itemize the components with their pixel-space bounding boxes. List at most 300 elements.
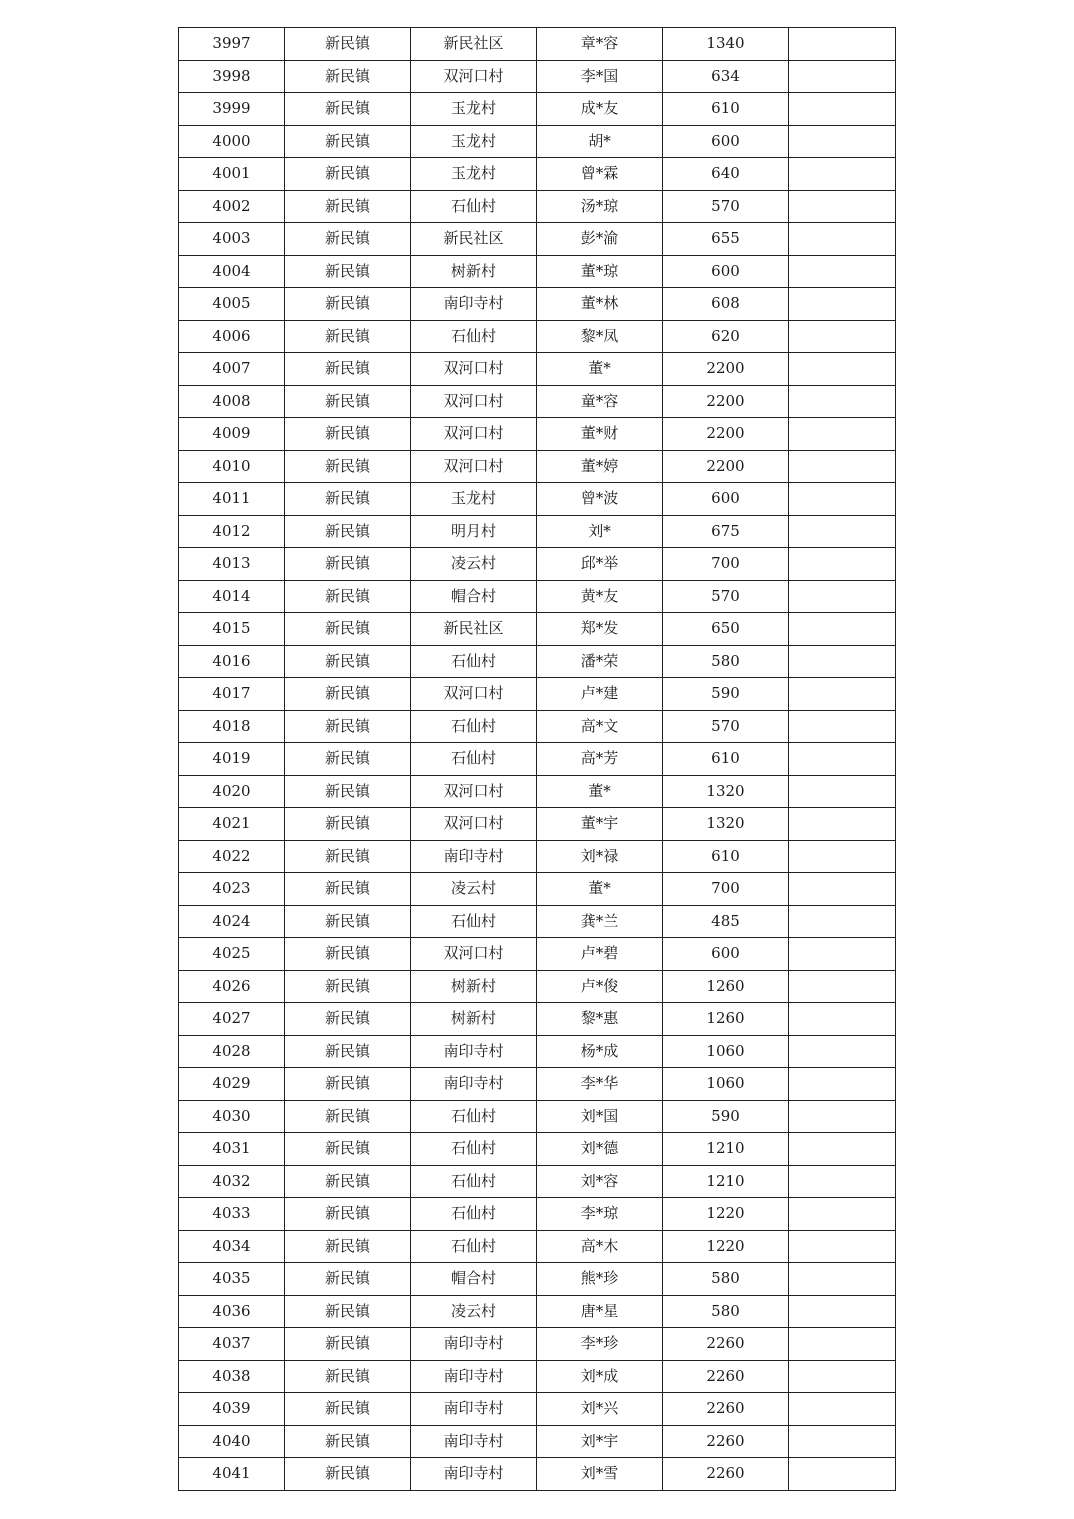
- amount-cell: 570: [663, 580, 789, 613]
- table-row: [179, 1035, 896, 1068]
- serial-number-cell: 4007: [179, 353, 285, 386]
- amount-cell: 580: [663, 1263, 789, 1296]
- serial-number-cell: 3997: [179, 28, 285, 61]
- remark-cell: [789, 1393, 896, 1426]
- table-row: [179, 353, 896, 386]
- table-row: [179, 450, 896, 483]
- village-cell: 双河口村: [411, 808, 537, 841]
- village-cell: 树新村: [411, 1003, 537, 1036]
- amount-cell: 590: [663, 1100, 789, 1133]
- table-body: [179, 28, 896, 1491]
- town-cell: 新民镇: [285, 28, 411, 61]
- name-cell: 唐*星: [537, 1295, 663, 1328]
- remark-cell: [789, 1230, 896, 1263]
- serial-number-cell: 4026: [179, 970, 285, 1003]
- serial-number-cell: 4037: [179, 1328, 285, 1361]
- town-cell: 新民镇: [285, 255, 411, 288]
- town-cell: 新民镇: [285, 775, 411, 808]
- village-cell: 明月村: [411, 515, 537, 548]
- village-cell: 双河口村: [411, 353, 537, 386]
- village-cell: 双河口村: [411, 678, 537, 711]
- amount-cell: 650: [663, 613, 789, 646]
- town-cell: 新民镇: [285, 1425, 411, 1458]
- table-row: [179, 970, 896, 1003]
- remark-cell: [789, 1295, 896, 1328]
- village-cell: 南印寺村: [411, 1393, 537, 1426]
- serial-number-cell: 4032: [179, 1165, 285, 1198]
- amount-cell: 610: [663, 743, 789, 776]
- name-cell: 李*珍: [537, 1328, 663, 1361]
- town-cell: 新民镇: [285, 1295, 411, 1328]
- remark-cell: [789, 418, 896, 451]
- amount-cell: 2260: [663, 1328, 789, 1361]
- town-cell: 新民镇: [285, 1035, 411, 1068]
- amount-cell: 1220: [663, 1198, 789, 1231]
- amount-cell: 1320: [663, 775, 789, 808]
- remark-cell: [789, 93, 896, 126]
- table-row: [179, 645, 896, 678]
- name-cell: 李*国: [537, 60, 663, 93]
- remark-cell: [789, 580, 896, 613]
- amount-cell: 1220: [663, 1230, 789, 1263]
- town-cell: 新民镇: [285, 1068, 411, 1101]
- amount-cell: 700: [663, 873, 789, 906]
- name-cell: 卢*建: [537, 678, 663, 711]
- remark-cell: [789, 938, 896, 971]
- town-cell: 新民镇: [285, 970, 411, 1003]
- table-row: [179, 775, 896, 808]
- village-cell: 双河口村: [411, 450, 537, 483]
- town-cell: 新民镇: [285, 1328, 411, 1361]
- remark-cell: [789, 970, 896, 1003]
- town-cell: 新民镇: [285, 450, 411, 483]
- name-cell: 董*: [537, 775, 663, 808]
- table-row: [179, 1393, 896, 1426]
- serial-number-cell: 4009: [179, 418, 285, 451]
- town-cell: 新民镇: [285, 645, 411, 678]
- amount-cell: 590: [663, 678, 789, 711]
- remark-cell: [789, 28, 896, 61]
- table-row: [179, 938, 896, 971]
- name-cell: 胡*: [537, 125, 663, 158]
- village-cell: 新民社区: [411, 613, 537, 646]
- amount-cell: 2200: [663, 450, 789, 483]
- serial-number-cell: 4010: [179, 450, 285, 483]
- amount-cell: 1320: [663, 808, 789, 841]
- serial-number-cell: 4021: [179, 808, 285, 841]
- amount-cell: 2260: [663, 1458, 789, 1491]
- name-cell: 刘*雪: [537, 1458, 663, 1491]
- amount-cell: 600: [663, 483, 789, 516]
- name-cell: 高*木: [537, 1230, 663, 1263]
- village-cell: 南印寺村: [411, 840, 537, 873]
- name-cell: 郑*发: [537, 613, 663, 646]
- amount-cell: 580: [663, 1295, 789, 1328]
- town-cell: 新民镇: [285, 873, 411, 906]
- amount-cell: 1260: [663, 970, 789, 1003]
- name-cell: 董*琼: [537, 255, 663, 288]
- serial-number-cell: 4023: [179, 873, 285, 906]
- village-cell: 石仙村: [411, 743, 537, 776]
- village-cell: 石仙村: [411, 1198, 537, 1231]
- name-cell: 汤*琼: [537, 190, 663, 223]
- amount-cell: 2200: [663, 418, 789, 451]
- table-row: [179, 483, 896, 516]
- town-cell: 新民镇: [285, 385, 411, 418]
- amount-cell: 580: [663, 645, 789, 678]
- village-cell: 新民社区: [411, 223, 537, 256]
- name-cell: 卢*碧: [537, 938, 663, 971]
- amount-cell: 700: [663, 548, 789, 581]
- village-cell: 凌云村: [411, 1295, 537, 1328]
- town-cell: 新民镇: [285, 223, 411, 256]
- remark-cell: [789, 1003, 896, 1036]
- remark-cell: [789, 450, 896, 483]
- name-cell: 熊*珍: [537, 1263, 663, 1296]
- amount-cell: 570: [663, 710, 789, 743]
- serial-number-cell: 4005: [179, 288, 285, 321]
- remark-cell: [789, 125, 896, 158]
- remark-cell: [789, 840, 896, 873]
- serial-number-cell: 4027: [179, 1003, 285, 1036]
- amount-cell: 600: [663, 125, 789, 158]
- serial-number-cell: 4006: [179, 320, 285, 353]
- remark-cell: [789, 1133, 896, 1166]
- name-cell: 曾*霖: [537, 158, 663, 191]
- town-cell: 新民镇: [285, 1458, 411, 1491]
- serial-number-cell: 4033: [179, 1198, 285, 1231]
- remark-cell: [789, 1263, 896, 1296]
- table-row: [179, 158, 896, 191]
- village-cell: 石仙村: [411, 710, 537, 743]
- amount-cell: 1060: [663, 1035, 789, 1068]
- name-cell: 童*容: [537, 385, 663, 418]
- town-cell: 新民镇: [285, 1100, 411, 1133]
- remark-cell: [789, 1198, 896, 1231]
- name-cell: 董*财: [537, 418, 663, 451]
- village-cell: 双河口村: [411, 775, 537, 808]
- table-row: [179, 1328, 896, 1361]
- name-cell: 董*林: [537, 288, 663, 321]
- remark-cell: [789, 775, 896, 808]
- table-row: [179, 873, 896, 906]
- village-cell: 新民社区: [411, 28, 537, 61]
- remark-cell: [789, 190, 896, 223]
- name-cell: 董*婷: [537, 450, 663, 483]
- amount-cell: 1060: [663, 1068, 789, 1101]
- remark-cell: [789, 483, 896, 516]
- name-cell: 李*华: [537, 1068, 663, 1101]
- remark-cell: [789, 873, 896, 906]
- amount-cell: 1340: [663, 28, 789, 61]
- name-cell: 彭*渝: [537, 223, 663, 256]
- town-cell: 新民镇: [285, 93, 411, 126]
- town-cell: 新民镇: [285, 515, 411, 548]
- serial-number-cell: 4001: [179, 158, 285, 191]
- town-cell: 新民镇: [285, 840, 411, 873]
- serial-number-cell: 4038: [179, 1360, 285, 1393]
- village-cell: 南印寺村: [411, 1425, 537, 1458]
- town-cell: 新民镇: [285, 125, 411, 158]
- serial-number-cell: 4040: [179, 1425, 285, 1458]
- table-row: [179, 1295, 896, 1328]
- serial-number-cell: 4025: [179, 938, 285, 971]
- table-row: [179, 743, 896, 776]
- remark-cell: [789, 743, 896, 776]
- amount-cell: 655: [663, 223, 789, 256]
- serial-number-cell: 4018: [179, 710, 285, 743]
- village-cell: 石仙村: [411, 645, 537, 678]
- name-cell: 李*琼: [537, 1198, 663, 1231]
- village-cell: 双河口村: [411, 938, 537, 971]
- town-cell: 新民镇: [285, 743, 411, 776]
- remark-cell: [789, 710, 896, 743]
- name-cell: 邱*举: [537, 548, 663, 581]
- table-row: [179, 190, 896, 223]
- amount-cell: 2260: [663, 1393, 789, 1426]
- town-cell: 新民镇: [285, 548, 411, 581]
- serial-number-cell: 4002: [179, 190, 285, 223]
- remark-cell: [789, 1458, 896, 1491]
- name-cell: 刘*禄: [537, 840, 663, 873]
- village-cell: 石仙村: [411, 1133, 537, 1166]
- table-row: [179, 808, 896, 841]
- table-row: [179, 1230, 896, 1263]
- remark-cell: [789, 1068, 896, 1101]
- name-cell: 董*宇: [537, 808, 663, 841]
- name-cell: 龚*兰: [537, 905, 663, 938]
- remark-cell: [789, 1035, 896, 1068]
- village-cell: 南印寺村: [411, 288, 537, 321]
- village-cell: 双河口村: [411, 385, 537, 418]
- amount-cell: 640: [663, 158, 789, 191]
- serial-number-cell: 4041: [179, 1458, 285, 1491]
- amount-cell: 634: [663, 60, 789, 93]
- serial-number-cell: 4030: [179, 1100, 285, 1133]
- table-row: [179, 548, 896, 581]
- table-row: [179, 1100, 896, 1133]
- table-row: [179, 678, 896, 711]
- serial-number-cell: 4022: [179, 840, 285, 873]
- serial-number-cell: 4029: [179, 1068, 285, 1101]
- serial-number-cell: 4004: [179, 255, 285, 288]
- remark-cell: [789, 1165, 896, 1198]
- amount-cell: 2260: [663, 1425, 789, 1458]
- table-row: [179, 1198, 896, 1231]
- table-row: [179, 28, 896, 61]
- remark-cell: [789, 385, 896, 418]
- name-cell: 刘*德: [537, 1133, 663, 1166]
- serial-number-cell: 4013: [179, 548, 285, 581]
- serial-number-cell: 4039: [179, 1393, 285, 1426]
- village-cell: 树新村: [411, 255, 537, 288]
- town-cell: 新民镇: [285, 418, 411, 451]
- village-cell: 石仙村: [411, 905, 537, 938]
- name-cell: 刘*容: [537, 1165, 663, 1198]
- name-cell: 董*: [537, 353, 663, 386]
- table-row: [179, 1003, 896, 1036]
- name-cell: 董*: [537, 873, 663, 906]
- amount-cell: 1210: [663, 1133, 789, 1166]
- amount-cell: 2200: [663, 385, 789, 418]
- amount-cell: 620: [663, 320, 789, 353]
- village-cell: 南印寺村: [411, 1035, 537, 1068]
- remark-cell: [789, 255, 896, 288]
- amount-cell: 610: [663, 93, 789, 126]
- table-row: [179, 710, 896, 743]
- name-cell: 成*友: [537, 93, 663, 126]
- serial-number-cell: 4034: [179, 1230, 285, 1263]
- data-table: [178, 27, 896, 1491]
- remark-cell: [789, 1100, 896, 1133]
- table-row: [179, 60, 896, 93]
- town-cell: 新民镇: [285, 678, 411, 711]
- amount-cell: 2260: [663, 1360, 789, 1393]
- village-cell: 南印寺村: [411, 1360, 537, 1393]
- village-cell: 南印寺村: [411, 1458, 537, 1491]
- remark-cell: [789, 613, 896, 646]
- table-row: [179, 1133, 896, 1166]
- table-row: [179, 1165, 896, 1198]
- remark-cell: [789, 548, 896, 581]
- village-cell: 凌云村: [411, 873, 537, 906]
- town-cell: 新民镇: [285, 158, 411, 191]
- serial-number-cell: 4031: [179, 1133, 285, 1166]
- name-cell: 刘*兴: [537, 1393, 663, 1426]
- village-cell: 双河口村: [411, 60, 537, 93]
- serial-number-cell: 4012: [179, 515, 285, 548]
- town-cell: 新民镇: [285, 1133, 411, 1166]
- serial-number-cell: 4016: [179, 645, 285, 678]
- table-row: [179, 418, 896, 451]
- table-row: [179, 255, 896, 288]
- village-cell: 南印寺村: [411, 1068, 537, 1101]
- remark-cell: [789, 1328, 896, 1361]
- serial-number-cell: 4008: [179, 385, 285, 418]
- amount-cell: 1260: [663, 1003, 789, 1036]
- town-cell: 新民镇: [285, 1360, 411, 1393]
- serial-number-cell: 4003: [179, 223, 285, 256]
- town-cell: 新民镇: [285, 1165, 411, 1198]
- village-cell: 玉龙村: [411, 93, 537, 126]
- village-cell: 玉龙村: [411, 158, 537, 191]
- remark-cell: [789, 158, 896, 191]
- town-cell: 新民镇: [285, 353, 411, 386]
- village-cell: 石仙村: [411, 320, 537, 353]
- remark-cell: [789, 808, 896, 841]
- amount-cell: 610: [663, 840, 789, 873]
- town-cell: 新民镇: [285, 808, 411, 841]
- table-row: [179, 515, 896, 548]
- serial-number-cell: 4036: [179, 1295, 285, 1328]
- name-cell: 刘*宇: [537, 1425, 663, 1458]
- table-row: [179, 613, 896, 646]
- village-cell: 帽合村: [411, 580, 537, 613]
- name-cell: 卢*俊: [537, 970, 663, 1003]
- village-cell: 帽合村: [411, 1263, 537, 1296]
- village-cell: 石仙村: [411, 190, 537, 223]
- table-row: [179, 1360, 896, 1393]
- town-cell: 新民镇: [285, 938, 411, 971]
- name-cell: 高*芳: [537, 743, 663, 776]
- serial-number-cell: 4014: [179, 580, 285, 613]
- amount-cell: 570: [663, 190, 789, 223]
- name-cell: 曾*波: [537, 483, 663, 516]
- town-cell: 新民镇: [285, 60, 411, 93]
- town-cell: 新民镇: [285, 1263, 411, 1296]
- table-row: [179, 385, 896, 418]
- remark-cell: [789, 1425, 896, 1458]
- village-cell: 双河口村: [411, 418, 537, 451]
- serial-number-cell: 4035: [179, 1263, 285, 1296]
- village-cell: 石仙村: [411, 1165, 537, 1198]
- amount-cell: 2200: [663, 353, 789, 386]
- serial-number-cell: 4020: [179, 775, 285, 808]
- name-cell: 潘*荣: [537, 645, 663, 678]
- remark-cell: [789, 645, 896, 678]
- serial-number-cell: 4028: [179, 1035, 285, 1068]
- amount-cell: 675: [663, 515, 789, 548]
- serial-number-cell: 4019: [179, 743, 285, 776]
- name-cell: 刘*国: [537, 1100, 663, 1133]
- remark-cell: [789, 320, 896, 353]
- village-cell: 玉龙村: [411, 483, 537, 516]
- town-cell: 新民镇: [285, 483, 411, 516]
- town-cell: 新民镇: [285, 580, 411, 613]
- name-cell: 黄*友: [537, 580, 663, 613]
- serial-number-cell: 4000: [179, 125, 285, 158]
- table-row: [179, 93, 896, 126]
- table-row: [179, 1458, 896, 1491]
- remark-cell: [789, 1360, 896, 1393]
- table-row: [179, 125, 896, 158]
- table-row: [179, 1425, 896, 1458]
- town-cell: 新民镇: [285, 905, 411, 938]
- village-cell: 玉龙村: [411, 125, 537, 158]
- remark-cell: [789, 515, 896, 548]
- remark-cell: [789, 905, 896, 938]
- table-row: [179, 905, 896, 938]
- name-cell: 刘*: [537, 515, 663, 548]
- town-cell: 新民镇: [285, 613, 411, 646]
- serial-number-cell: 3998: [179, 60, 285, 93]
- amount-cell: 600: [663, 938, 789, 971]
- village-cell: 南印寺村: [411, 1328, 537, 1361]
- name-cell: 黎*凤: [537, 320, 663, 353]
- amount-cell: 485: [663, 905, 789, 938]
- village-cell: 凌云村: [411, 548, 537, 581]
- serial-number-cell: 4024: [179, 905, 285, 938]
- town-cell: 新民镇: [285, 1393, 411, 1426]
- village-cell: 树新村: [411, 970, 537, 1003]
- table-row: [179, 1068, 896, 1101]
- serial-number-cell: 4011: [179, 483, 285, 516]
- town-cell: 新民镇: [285, 190, 411, 223]
- town-cell: 新民镇: [285, 1198, 411, 1231]
- serial-number-cell: 4015: [179, 613, 285, 646]
- remark-cell: [789, 353, 896, 386]
- town-cell: 新民镇: [285, 1230, 411, 1263]
- table-row: [179, 840, 896, 873]
- name-cell: 杨*成: [537, 1035, 663, 1068]
- remark-cell: [789, 288, 896, 321]
- table-row: [179, 223, 896, 256]
- name-cell: 章*容: [537, 28, 663, 61]
- name-cell: 刘*成: [537, 1360, 663, 1393]
- serial-number-cell: 4017: [179, 678, 285, 711]
- amount-cell: 1210: [663, 1165, 789, 1198]
- table-row: [179, 580, 896, 613]
